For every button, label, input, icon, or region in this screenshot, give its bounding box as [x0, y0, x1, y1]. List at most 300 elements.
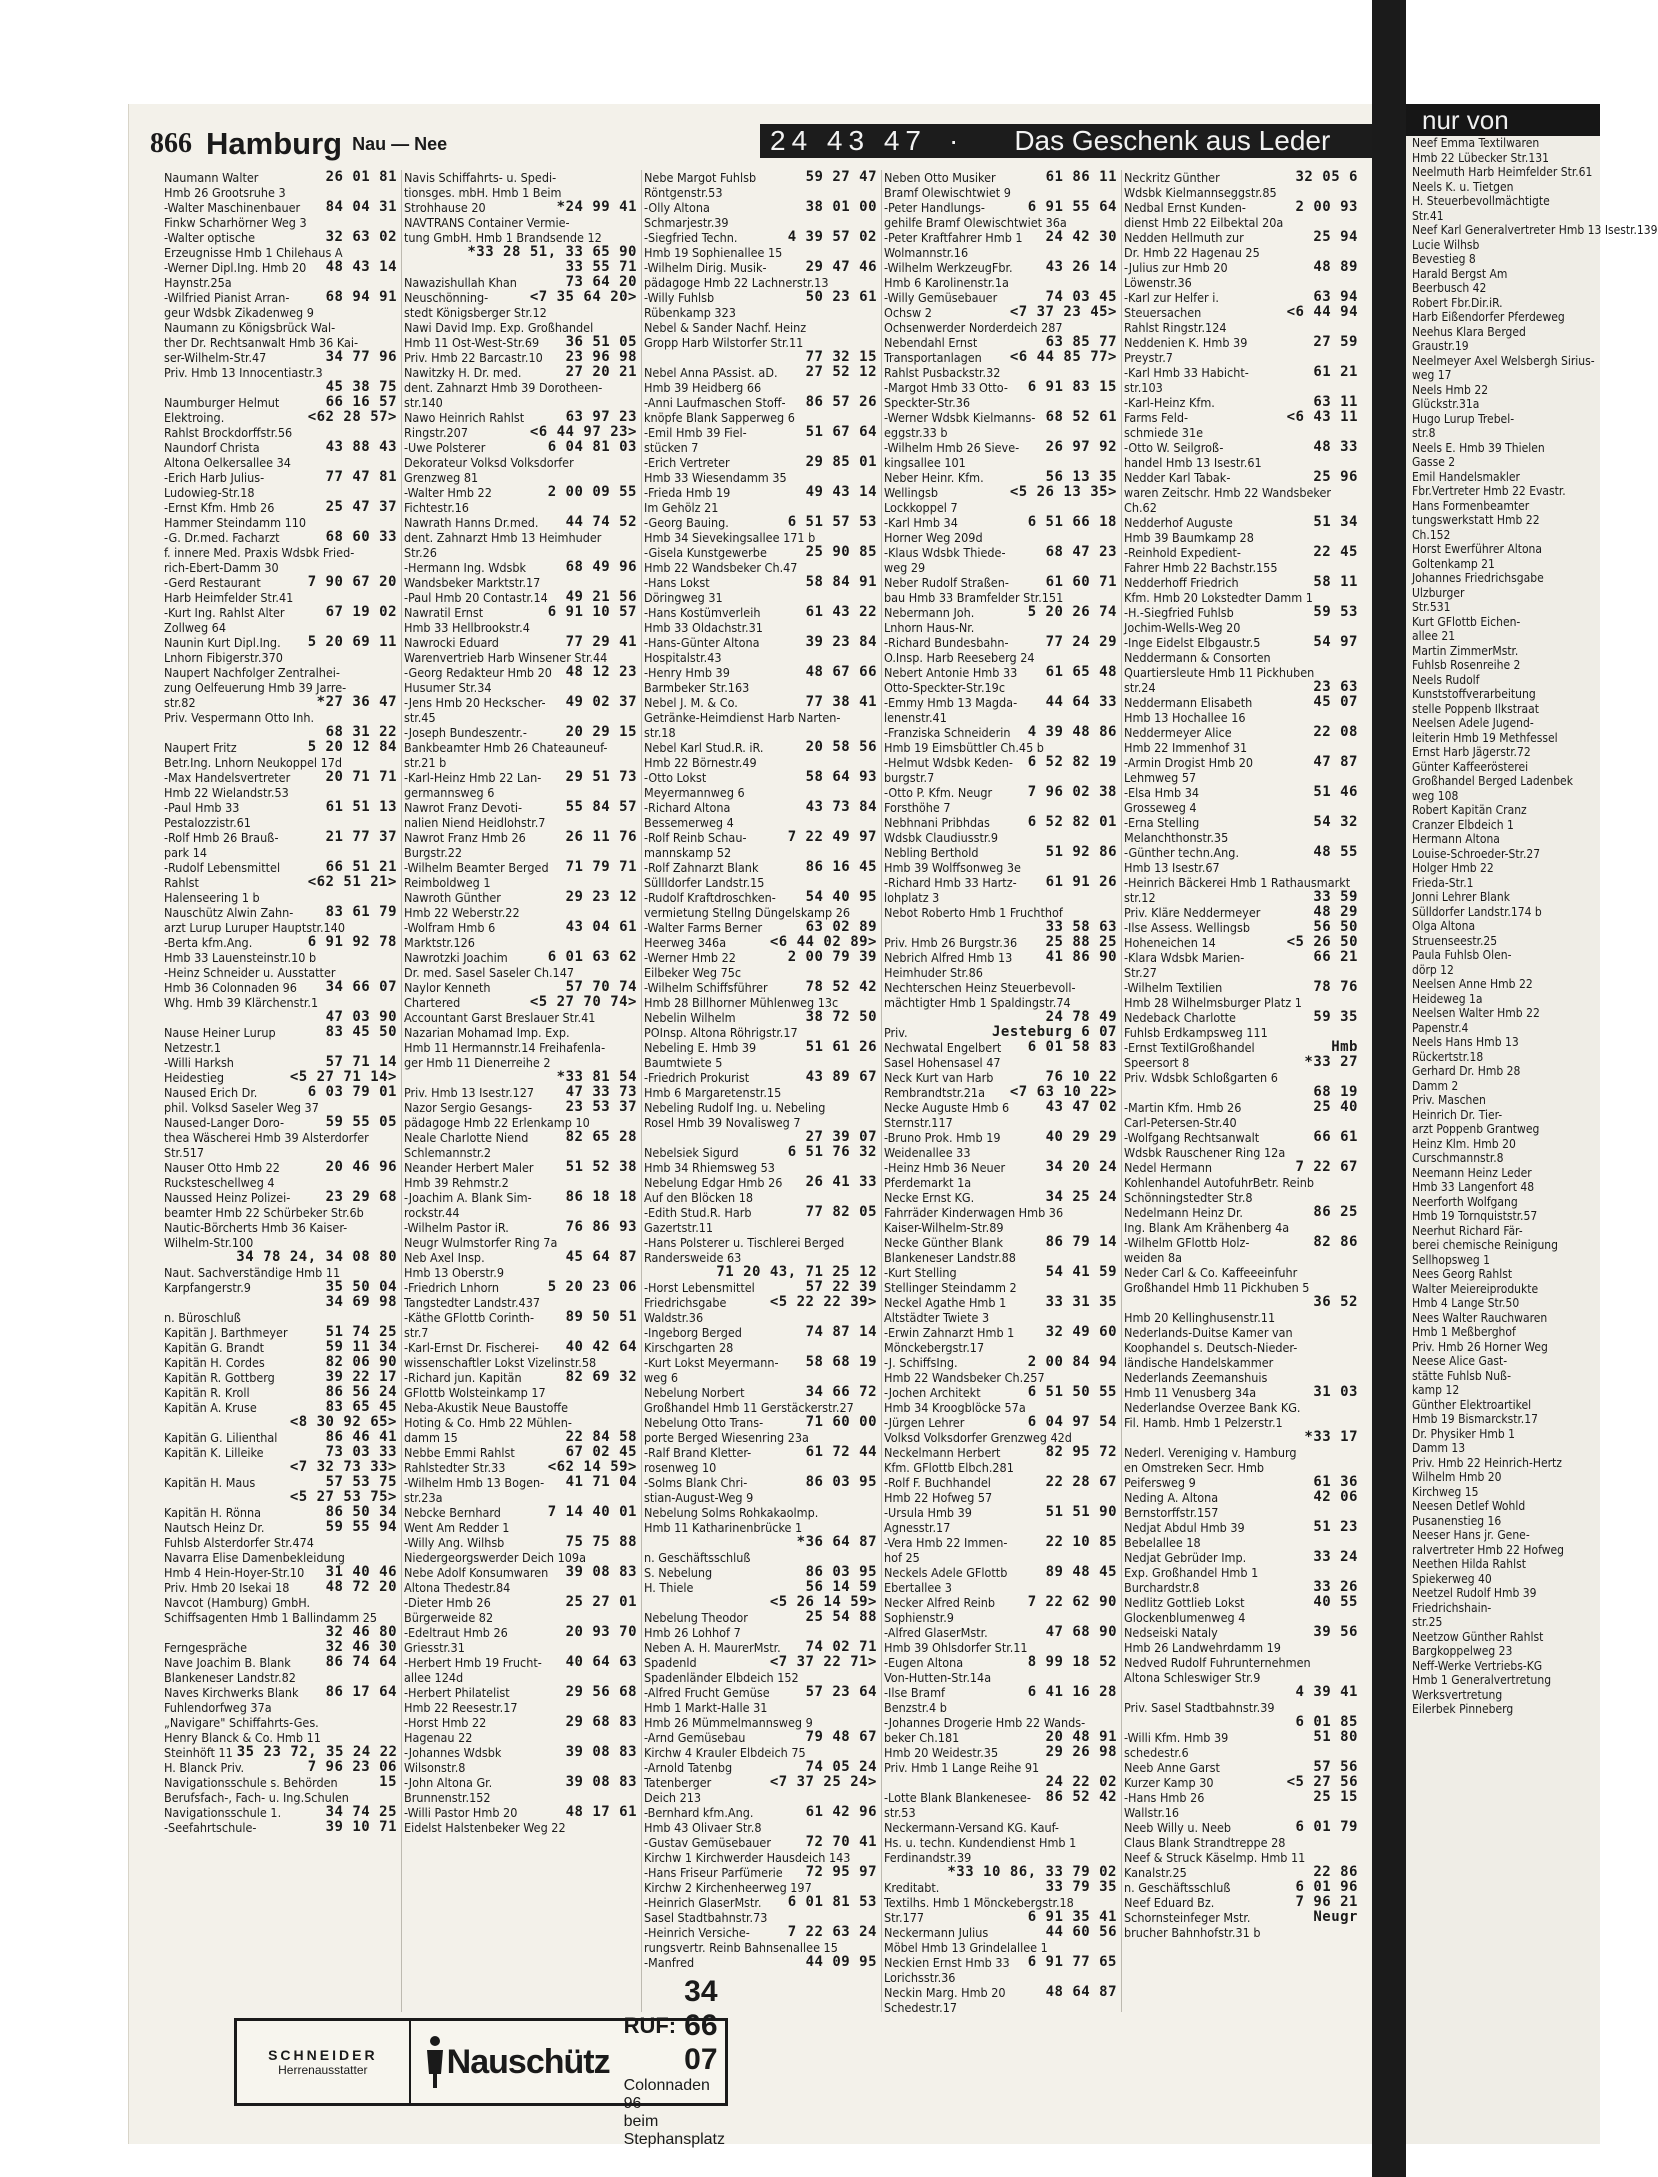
directory-entry [644, 1895, 877, 1910]
entry-name: Neugr Wulmstorfer Ring 7a [404, 1235, 558, 1250]
directory-entry [1124, 1070, 1358, 1085]
facing-page-line: Neethen Hilda Rahlst [1412, 1557, 1526, 1571]
entry-phone: 66 21 [1313, 949, 1358, 965]
directory-entry [644, 1685, 877, 1700]
entry-phone: 40 42 64 [565, 1339, 637, 1355]
entry-name: Necke Auguste Hmb 6 [884, 1100, 1010, 1115]
directory-entry [1124, 1490, 1358, 1505]
entry-phone: 39 08 83 [565, 1774, 637, 1790]
entry-name: Hmb 39 Ohlsdorfer Str.11 [884, 1640, 1028, 1655]
entry-phone: 5 20 26 74 [1027, 604, 1117, 620]
directory-entry [884, 1520, 1117, 1535]
directory-entry [164, 1730, 397, 1745]
entry-phone: 7 90 67 20 [307, 574, 397, 590]
entry-name: burgstr.7 [884, 770, 935, 785]
entry-phone: 38 72 50 [805, 1009, 877, 1025]
entry-name: Kapitän R. Kroll [164, 1385, 250, 1400]
directory-entry [1124, 320, 1358, 335]
entry-phone: 29 85 01 [805, 454, 877, 470]
directory-entry [1124, 1265, 1358, 1280]
entry-name: Niedergeorgswerder Deich 109a [404, 1550, 586, 1565]
directory-entry [1124, 1910, 1358, 1925]
entry-phone: 82 95 72 [1045, 1444, 1117, 1460]
directory-entry [404, 1790, 637, 1805]
directory-entry [404, 1520, 637, 1535]
entry-name: -Willy Ang. Wilhsb [404, 1535, 505, 1550]
entry-phone: 8 99 18 52 [1027, 1654, 1117, 1670]
facing-page-line: Holger Hmb 22 [1412, 861, 1494, 875]
entry-name: Peifersweg 9 [1124, 1475, 1196, 1490]
facing-page-line: Neels E. Hmb 39 Thielen [1412, 440, 1545, 455]
entry-name: allee 124d [404, 1670, 464, 1685]
entry-name: Str.517 [164, 1145, 205, 1160]
directory-entry [1124, 1775, 1358, 1790]
entry-name: Hmb 34 Kroogblöcke 57a [884, 1400, 1026, 1415]
entry-name: Nawazishullah Khan [404, 275, 517, 290]
entry-name: -Franziska Schneiderin [884, 725, 1011, 740]
entry-phone: 27 59 [1313, 334, 1358, 350]
facing-page-line: Neff-Werke Vertriebs-KG [1412, 1658, 1543, 1673]
entry-phone: 45 38 75 [325, 379, 397, 395]
facing-page-line: Harb Eißendorfer Pferdeweg [1412, 310, 1565, 324]
directory-entry [164, 260, 397, 275]
entry-name: Von-Hutten-Str.14a [884, 1670, 992, 1685]
entry-name: -Karl Hmb 33 Habicht- [1124, 365, 1249, 380]
entry-name: str.45 [404, 710, 436, 725]
entry-phone: 61 65 48 [1045, 664, 1117, 680]
directory-entry [404, 1205, 637, 1220]
directory-entry [404, 1655, 637, 1670]
directory-entry [164, 455, 397, 470]
directory-entry [164, 950, 397, 965]
directory-entry [1124, 425, 1358, 440]
directory-entry [164, 740, 397, 755]
facing-page-line: Papenstr.4 [1412, 1020, 1469, 1035]
entry-name: Nebelung Solms Rohkakaolmp. [644, 1505, 819, 1520]
entry-name: Barmbeker Str.163 [644, 680, 750, 695]
directory-entry [644, 1565, 877, 1580]
entry-phone: 74 02 71 [805, 1639, 877, 1655]
directory-entry [884, 2000, 1117, 2015]
directory-entry [884, 485, 1117, 500]
entry-phone: <7 37 23 45> [1009, 304, 1117, 320]
directory-entry [884, 1115, 1117, 1130]
directory-entry [404, 545, 637, 560]
entry-phone: 77 32 15 [805, 349, 877, 365]
entry-name: -Heinz Hmb 36 Neuer [884, 1160, 1006, 1175]
entry-phone: *33 81 54 [556, 1069, 637, 1085]
directory-entry [644, 380, 877, 395]
directory-entry [644, 470, 877, 485]
directory-entry [164, 1160, 397, 1175]
directory-entry [404, 800, 637, 815]
directory-entry [884, 1760, 1117, 1775]
facing-page-line: Hmb 19 Bismarckstr.17 [1412, 1412, 1538, 1426]
entry-name: Ing. Blank Am Krähenberg 4a [1124, 1220, 1290, 1235]
entry-phone: 59 55 05 [325, 1114, 397, 1130]
entry-name: Nebelung Theodor [644, 1610, 748, 1625]
directory-entry [1124, 515, 1358, 530]
directory-entry [884, 1160, 1117, 1175]
entry-phone: 23 53 37 [565, 1099, 637, 1115]
section-title: Hamburg [206, 126, 343, 161]
entry-phone: 25 90 85 [805, 544, 877, 560]
directory-entry [644, 1550, 877, 1565]
entry-name: POInsp. Altona Röhrigstr.17 [644, 1025, 798, 1040]
facing-page-line: Neelmeyer Axel Welsbergh Sirius- [1412, 353, 1595, 368]
entry-phone: 4 39 41 [1295, 1684, 1358, 1700]
entry-name: Gropp Harb Wilstorfer Str.11 [644, 335, 804, 350]
directory-entry [1124, 785, 1358, 800]
entry-name: Naves Kirchwerks Blank [164, 1685, 299, 1700]
entry-phone: 33 55 71 [565, 259, 637, 275]
directory-entry [884, 335, 1117, 350]
directory-entry [884, 1745, 1117, 1760]
directory-entry [404, 170, 637, 185]
entry-phone: 31 40 46 [325, 1564, 397, 1580]
directory-entry [164, 1640, 397, 1655]
entry-phone: 22 86 [1313, 1864, 1358, 1880]
directory-entry [644, 1640, 877, 1655]
entry-phone: 54 40 95 [805, 889, 877, 905]
entry-name: Steinhöft 11 [164, 1745, 233, 1760]
directory-entry [884, 185, 1117, 200]
entry-phone: 78 76 [1313, 979, 1358, 995]
entry-name: Altona Schleswiger Str.9 [1124, 1670, 1261, 1685]
directory-entry [884, 845, 1117, 860]
entry-phone: 49 21 56 [565, 589, 637, 605]
directory-entry [644, 1295, 877, 1310]
entry-name: Berufsfach-, Fach- u. Ing.Schulen [164, 1790, 349, 1805]
facing-page-line: Neelsen Anne Hmb 22 [1412, 977, 1533, 991]
advert-logo [237, 2021, 411, 2103]
facing-page-line: leiterin Hmb 19 Methfessel [1412, 730, 1558, 745]
entry-name: Neba-Akustik Neue Baustoffe [404, 1400, 569, 1415]
directory-entry [884, 1865, 1117, 1880]
directory-entry [1124, 980, 1358, 995]
entry-name: handel Hmb 13 Isestr.61 [1124, 455, 1262, 470]
entry-phone: 61 91 26 [1045, 874, 1117, 890]
entry-phone: 58 68 19 [805, 1354, 877, 1370]
directory-entry [884, 1610, 1117, 1625]
entry-name: Deich 213 [644, 1790, 702, 1805]
entry-name: Textilhs. Hmb 1 Mönckebergstr.18 [884, 1895, 1074, 1910]
entry-phone: *24 99 41 [556, 199, 637, 215]
entry-phone: 6 91 77 65 [1027, 1954, 1117, 1970]
entry-name: Hmb 19 Sophienallee 15 [644, 245, 783, 260]
facing-page-line: Fuhlsb Rosenreihe 2 [1412, 658, 1521, 672]
entry-name: Spadenld [644, 1655, 697, 1670]
entry-name: Hmb 39 Heidberg 66 [644, 380, 762, 395]
entry-name: Nebelin Wilhelm [644, 1010, 736, 1025]
entry-phone: 7 96 21 [1295, 1894, 1358, 1910]
entry-name: Hmb 13 Isestr.67 [1124, 860, 1220, 875]
entry-phone: 22 84 58 [565, 1429, 637, 1445]
entry-name: Rosel Hmb 39 Novalisweg 7 [644, 1115, 801, 1130]
directory-entry [164, 290, 397, 305]
entry-name: -Hans Kostümverleih [644, 605, 761, 620]
directory-entry [1124, 605, 1358, 620]
directory-entry [164, 1355, 397, 1370]
directory-entry [404, 1310, 637, 1325]
facing-page-line: Hmb 1 Meßberghof [1412, 1325, 1516, 1339]
directory-entry [644, 230, 877, 245]
entry-phone: 68 52 61 [1045, 409, 1117, 425]
entry-name: Nauschütz Alwin Zahn- [164, 905, 294, 920]
entry-phone: 39 23 84 [805, 634, 877, 650]
entry-name: Nedjat Abdul Hmb 39 [1124, 1520, 1245, 1535]
directory-entry [404, 920, 637, 935]
entry-name: -Paul Hmb 33 [164, 800, 240, 815]
entry-name: Ch.62 [1124, 500, 1157, 515]
facing-page-line: arzt Poppenb Grantweg [1412, 1122, 1540, 1136]
entry-name: -Wilhelm Schiffsführer [644, 980, 768, 995]
entry-name: damm 15 [404, 1430, 458, 1445]
entry-phone: 26 01 81 [325, 169, 397, 185]
entry-phone: 63 85 77 [1045, 334, 1117, 350]
entry-phone: 33 59 [1313, 889, 1358, 905]
entry-name: Sasel Stadtbahnstr.73 [644, 1910, 768, 1925]
entry-phone: 23 29 68 [325, 1189, 397, 1205]
entry-phone: 51 92 86 [1045, 844, 1117, 860]
facing-page-line: Goltenkamp 21 [1412, 556, 1495, 571]
entry-phone: 89 48 45 [1045, 1564, 1117, 1580]
directory-entry [164, 800, 397, 815]
entry-name: Neder Carl & Co. Kaffeeeinfuhr [1124, 1265, 1298, 1280]
entry-phone: <7 35 64 20> [529, 289, 637, 305]
entry-phone: 66 51 21 [325, 859, 397, 875]
directory-entry [1124, 635, 1358, 650]
entry-name: Schiffsagenten Hmb 1 Ballindamm 25 [164, 1610, 378, 1625]
entry-phone: 6 03 79 01 [307, 1084, 397, 1100]
entry-name: Getränke-Heimdienst Harb Narten- [644, 710, 841, 725]
directory-entry [404, 230, 637, 245]
entry-name: Priv. Sasel Stadtbahnstr.39 [1124, 1700, 1275, 1715]
entry-phone: 33 58 63 [1045, 919, 1117, 935]
directory-entry [884, 785, 1117, 800]
directory-column [882, 169, 1122, 2015]
directory-entry [404, 1295, 637, 1310]
entry-name: -Uwe Polsterer [404, 440, 486, 455]
entry-name: ther Dr. Rechtsanwalt Hmb 36 Kai- [164, 335, 359, 350]
entry-phone: 51 46 [1313, 784, 1358, 800]
entry-name: Kirschgarten 28 [644, 1340, 734, 1355]
entry-name: -Jochen Architekt [884, 1385, 981, 1400]
entry-phone: Jesteburg 6 07 [991, 1024, 1117, 1040]
directory-entry [164, 680, 397, 695]
entry-name: -Henry Hmb 39 [644, 665, 730, 680]
advert-address-line1: Colonnaden 96 [623, 2077, 710, 2112]
entry-phone: 86 18 18 [565, 1189, 637, 1205]
page-number: 866 [150, 128, 192, 159]
entry-name: Hmb 26 Lohhof 7 [644, 1625, 741, 1640]
directory-entry [884, 320, 1117, 335]
entry-name: dent. Zahnarzt Hmb 13 Heimhuder [404, 530, 602, 545]
entry-name: n. Büroschluß [164, 1310, 241, 1325]
entry-name: Neeb Willy u. Neeb [1124, 1820, 1232, 1835]
directory-entry [884, 905, 1117, 920]
facing-page-line: Hugo Lurup Trebel- [1412, 411, 1515, 426]
entry-name: Neckien Ernst Hmb 33 [884, 1955, 1010, 1970]
directory-entry [884, 1505, 1117, 1520]
entry-name: Lnhorn Haus-Nr. [884, 620, 975, 635]
directory-entry [164, 1025, 397, 1040]
entry-name: Nedjat Gebrüder Imp. [1124, 1550, 1247, 1565]
entry-phone: <5 26 50 [1286, 934, 1358, 950]
facing-page-line: weg 108 [1412, 788, 1459, 803]
entry-name: -Rolf Hmb 26 Brauß- [164, 830, 279, 845]
directory-entry [404, 1280, 637, 1295]
directory-column [402, 170, 642, 2012]
entry-name: Nedelmann Heinz Dr. [1124, 1205, 1244, 1220]
directory-entry [1124, 1025, 1358, 1040]
entry-name: Neckermann Julius [884, 1925, 989, 1940]
entry-name: ländische Handelskammer [1124, 1355, 1274, 1370]
directory-entry [644, 680, 877, 695]
entry-phone: 23 63 [1313, 679, 1358, 695]
directory-entry [164, 575, 397, 590]
directory-entry [1124, 1100, 1358, 1115]
entry-name: Kirchw 4 Krauler Elbdeich 75 [644, 1745, 806, 1760]
directory-entry [404, 1250, 637, 1265]
directory-entry [884, 995, 1117, 1010]
directory-entry [404, 1130, 637, 1145]
directory-entry [404, 1145, 637, 1160]
entry-name: n. Geschäftsschluß [1124, 1880, 1231, 1895]
directory-entry [644, 1805, 877, 1820]
entry-name: Schönningstedter Str.8 [1124, 1190, 1253, 1205]
entry-phone: 7 22 49 97 [787, 829, 877, 845]
directory-entry [404, 560, 637, 575]
entry-name: knöpfe Blank Sapperweg 6 [644, 410, 795, 425]
entry-name: lohplatz 3 [884, 890, 940, 905]
entry-phone: 15 [379, 1774, 397, 1790]
facing-page-line: kamp 12 [1412, 1383, 1460, 1397]
advert-separator: · [949, 125, 959, 156]
directory-entry [884, 1430, 1117, 1445]
directory-entry [164, 1100, 397, 1115]
directory-entry [884, 815, 1117, 830]
directory-entry [884, 440, 1117, 455]
entry-name: Neef & Struck Käselmp. Hmb 11 [1124, 1850, 1306, 1865]
entry-name: Burchardstr.8 [1124, 1580, 1200, 1595]
directory-entry [164, 500, 397, 515]
directory-entry [884, 530, 1117, 545]
entry-name: Quartiersleute Hmb 11 Pickhuben [1124, 665, 1315, 680]
directory-entry [644, 1355, 877, 1370]
directory-entry [644, 1280, 877, 1295]
entry-name: Altona Thedestr.84 [404, 1580, 511, 1595]
entry-name: -G. Dr.med. Facharzt [164, 530, 280, 545]
directory-entry [1124, 560, 1358, 575]
directory-entry [884, 920, 1117, 935]
directory-entry [404, 320, 637, 335]
entry-phone: 2 00 84 94 [1027, 1354, 1117, 1370]
facing-page-line: Hmb 1 Generalvertretung [1412, 1673, 1552, 1687]
directory-entry [884, 350, 1117, 365]
directory-entry [164, 725, 397, 740]
entry-name: -Ilse Assess. Wellingsb [1124, 920, 1250, 935]
directory-entry [884, 725, 1117, 740]
entry-name: Nedbal Ernst Kunden- [1124, 200, 1246, 215]
entry-name: Went Am Redder 1 [404, 1520, 510, 1535]
entry-name: -Edith Stud.R. Harb [644, 1205, 752, 1220]
entry-name: -Heinrich GlaserMstr. [644, 1895, 762, 1910]
entry-name: bau Hmb 33 Bramfelder Str.151 [884, 590, 1064, 605]
entry-phone: 63 02 89 [805, 919, 877, 935]
entry-name: -Willi Kfm. Hmb 39 [1124, 1730, 1229, 1745]
entry-name: -Arnold Tatenbg [644, 1760, 733, 1775]
directory-entry [404, 905, 637, 920]
directory-entry [1124, 1550, 1358, 1565]
directory-entry [404, 1550, 637, 1565]
directory-entry [884, 1820, 1117, 1835]
directory-entry [884, 665, 1117, 680]
facing-page-line: Neetzel Rudolf Hmb 39 [1412, 1586, 1537, 1600]
entry-name: beker Ch.181 [884, 1730, 960, 1745]
entry-name: Löwenstr.36 [1124, 275, 1192, 290]
directory-entry [404, 1190, 637, 1205]
entry-name: Naumann Walter [164, 170, 259, 185]
directory-entry [404, 260, 637, 275]
facing-page-line: Kurt GFlottb Eichen- [1412, 614, 1521, 629]
directory-entry [884, 1055, 1117, 1070]
facing-page-line: Neemann Heinz Leder [1412, 1165, 1532, 1180]
directory-entry [404, 1775, 637, 1790]
entry-name: -Wilhelm GFlottb Holz- [1124, 1235, 1250, 1250]
entry-name: Hospitalstr.43 [644, 650, 722, 665]
entry-name: Hmb 33 Oldachstr.31 [644, 620, 763, 635]
entry-name: str.21 b [404, 755, 447, 770]
entry-name: H. Thiele [644, 1580, 694, 1595]
entry-name: -Jens Hmb 20 Heckscher- [404, 695, 546, 710]
directory-entry [404, 1505, 637, 1520]
entry-name: -J. SchiffsIng. [884, 1355, 958, 1370]
entry-name: Hmb 1 Markt-Halle 31 [644, 1700, 768, 1715]
entry-name: dienst Hmb 22 Eilbektal 20a [1124, 215, 1284, 230]
directory-entry [884, 575, 1117, 590]
entry-name: Altona Oelkersallee 34 [164, 455, 291, 470]
entry-phone: 67 19 02 [325, 604, 397, 620]
entry-name: -Werner Wdsbk Kielmanns- [884, 410, 1036, 425]
entry-name: Marktstr.126 [404, 935, 475, 950]
entry-name: Nedder Karl Tabak- [1124, 470, 1231, 485]
directory-entry [1124, 1505, 1358, 1520]
entry-name: Navarra Elise Damenbekleidung [164, 1550, 345, 1565]
directory-entry [404, 575, 637, 590]
entry-phone: <8 30 92 65> [289, 1414, 397, 1430]
entry-phone: 71 79 71 [565, 859, 637, 875]
entry-name: -Willy Gemüsebauer [884, 290, 998, 305]
entry-phone: 86 57 26 [805, 394, 877, 410]
facing-page-line: Neef Karl Generalvertreter Hmb 13 Isestr.139 [1412, 223, 1658, 237]
entry-phone: 7 14 40 01 [547, 1504, 637, 1520]
entry-name: Nawo Heinrich Rahlst [404, 410, 525, 425]
entry-name: -Hans Friseur Parfümerie [644, 1865, 783, 1880]
entry-name: Forsthöhe 7 [884, 800, 951, 815]
directory-entry [884, 605, 1117, 620]
facing-page-line: Ernst Harb Jägerstr.72 [1412, 745, 1531, 759]
entry-phone: 24 22 02 [1045, 1774, 1117, 1790]
entry-name: Nawrot Franz Hmb 26 [404, 830, 526, 845]
entry-name: Spadenländer Elbdeich 152 [644, 1670, 799, 1685]
entry-name: Gazertstr.11 [644, 1220, 714, 1235]
facing-page-line: stelle Poppenb Ilkstraat [1412, 701, 1539, 716]
entry-name: Nebel & Sander Nachf. Heinz [644, 320, 807, 335]
entry-phone: 40 55 [1313, 1594, 1358, 1610]
directory-entry [644, 950, 877, 965]
directory-entry [644, 1250, 877, 1265]
